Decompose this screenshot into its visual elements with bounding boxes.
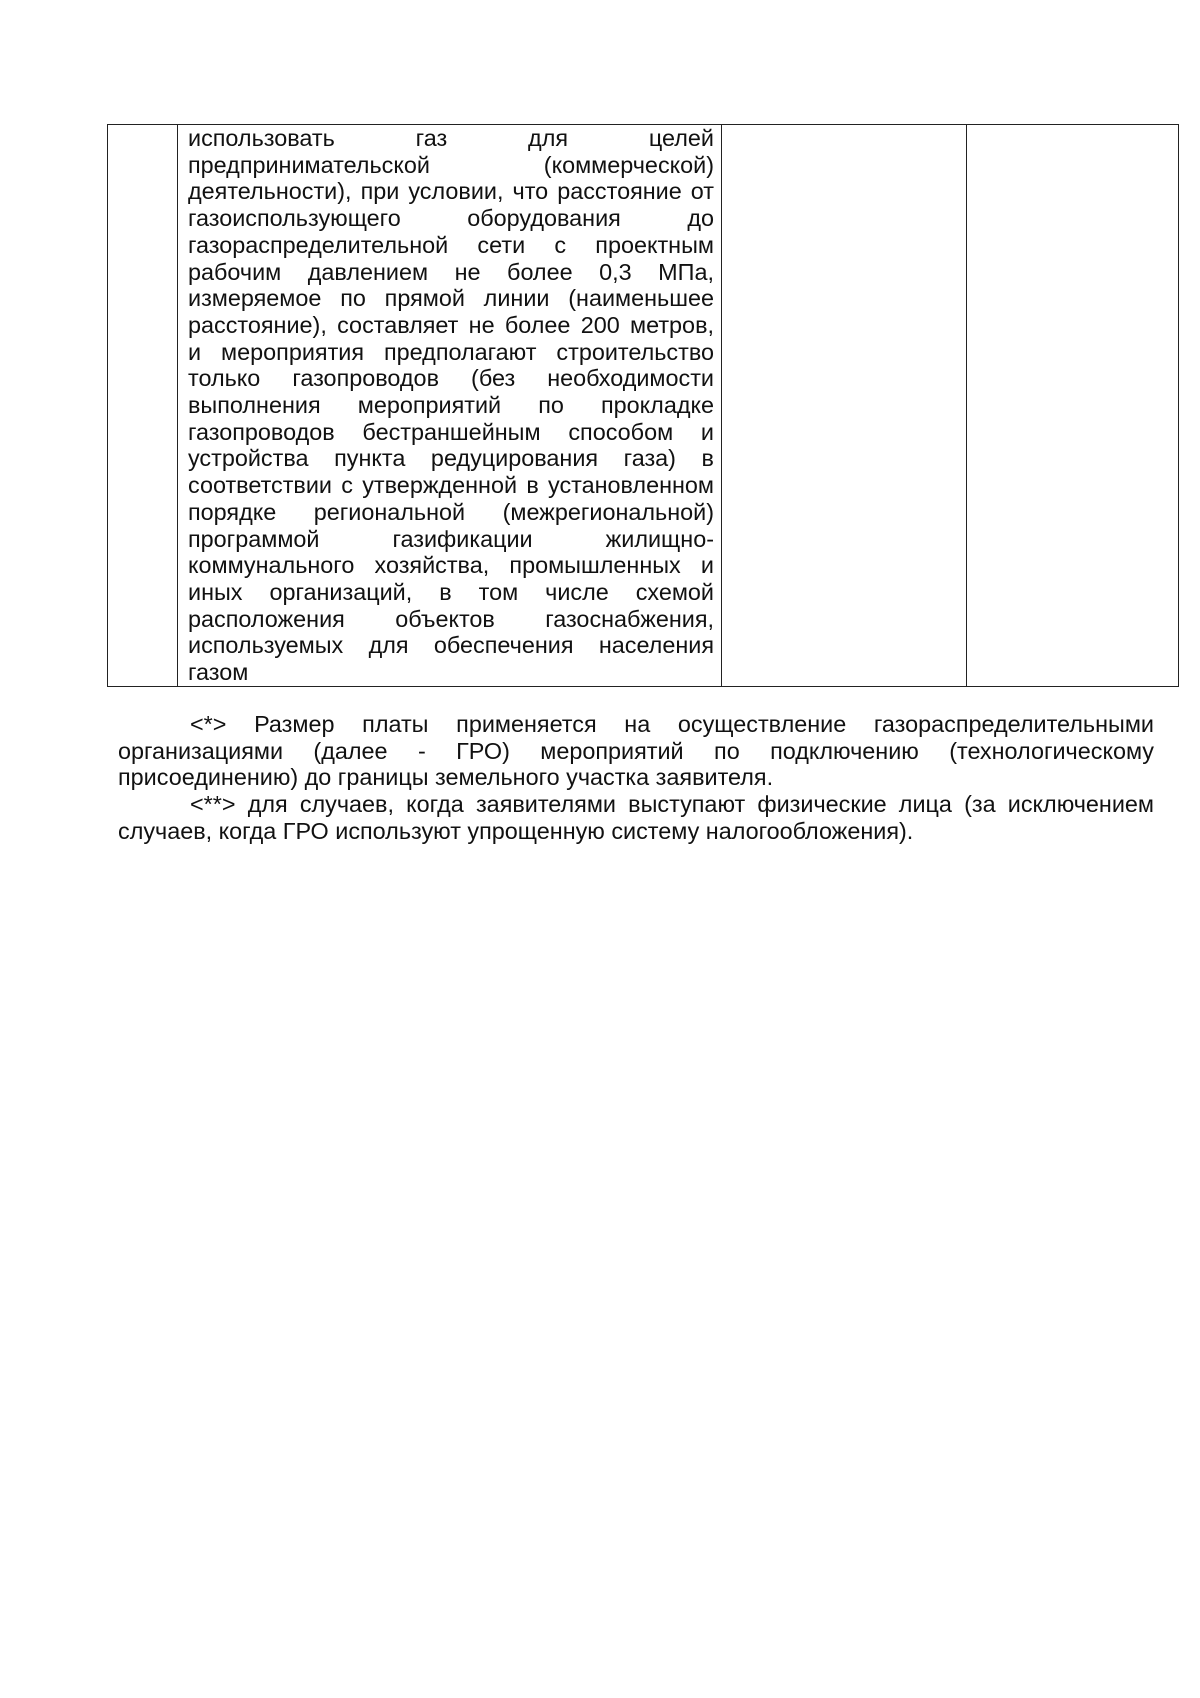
row-value-cell-2 [967, 125, 1179, 687]
tariff-table [107, 124, 1179, 687]
footnotes [118, 711, 1154, 845]
row-number-cell [108, 125, 178, 687]
footnote-1: <*> Размер платы применяется на осуществление газораспределительными организациями (далее - ГРО) мероприятий по подключению (технологическому присоединению) до границы земельного участка заявителя. [118, 711, 1154, 791]
footnote-2: <**> для случаев, когда заявителями выступают физические лица (за исключением случаев, когда ГРО используют упрощенную систему налогообложения). [118, 791, 1154, 844]
row-description-cell: использовать газ для целей предпринимательской (коммерческой) деятельности), при условии, что расстояние от газоиспользующего оборудования до газораспределительной сети с проектным рабочим давлением не более 0,3 МПа, измеряемое по прямой линии (наименьшее расстояние), составляет не более 200 метров, и мероприятия предполагают строительство только газопроводов (без необходимости выполнения мероприятий по прокладке газопроводов бестраншейным способом и устройства пункта редуцирования газа) в соответствии с утвержденной в установленном порядке региональной (межрегиональной) программой газификации жилищно-коммунального хозяйства, промышленных и иных организаций, в том числе схемой расположения объектов газоснабжения, используемых для обеспечения населения газом [178, 125, 722, 687]
table-row [108, 125, 1179, 687]
row-value-cell-1 [722, 125, 967, 687]
